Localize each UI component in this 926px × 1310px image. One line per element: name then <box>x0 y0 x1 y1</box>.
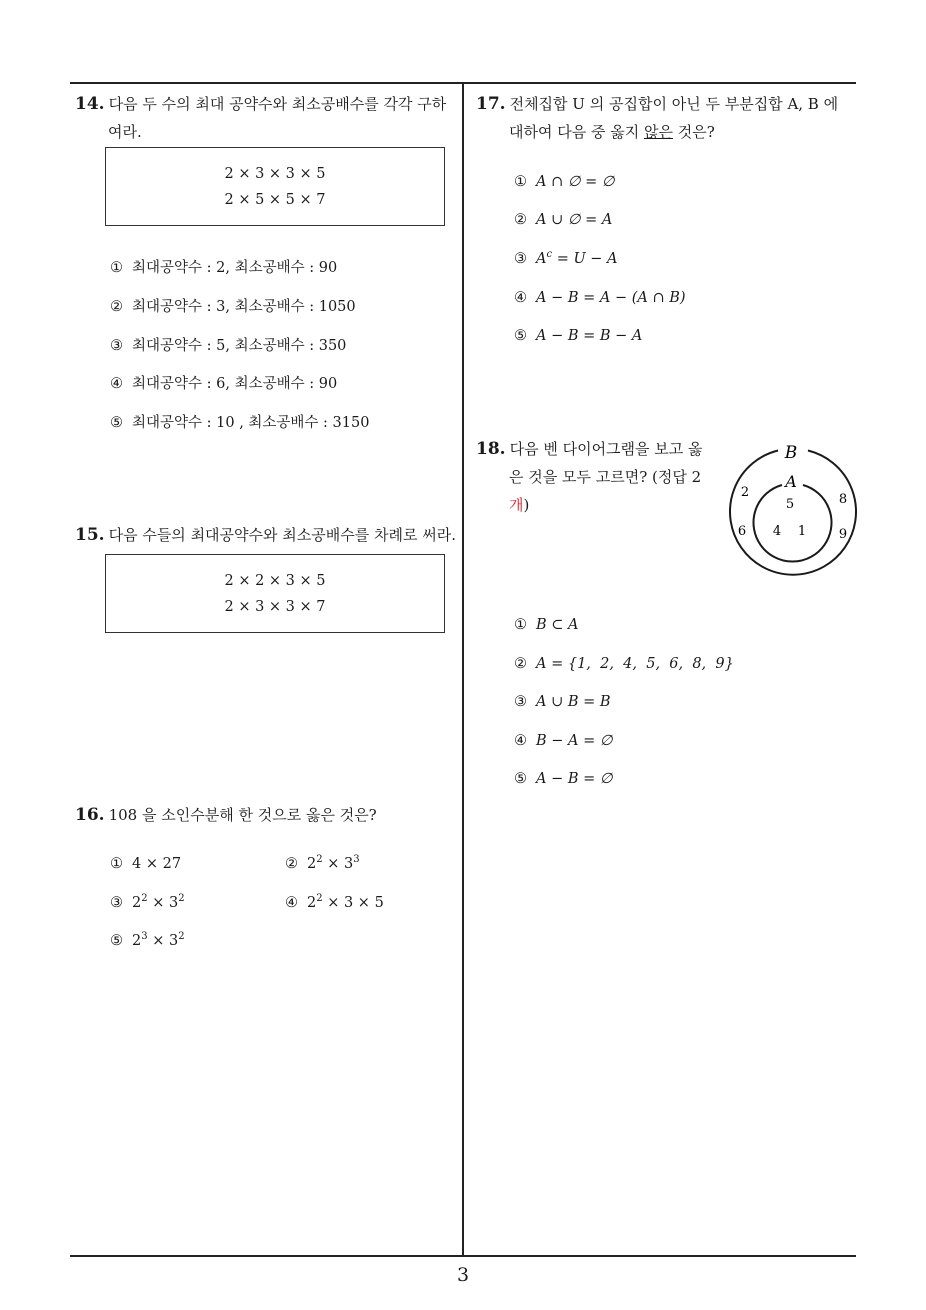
option-4[interactable] <box>514 730 613 752</box>
option-text: 최대공약수 : 5, 최소공배수 : 350 <box>132 338 347 354</box>
option-1[interactable] <box>514 614 579 636</box>
venn-number: 4 <box>772 524 782 539</box>
option-mark: ④ <box>110 376 123 392</box>
option-2[interactable] <box>285 853 360 875</box>
option-exponent: 2 <box>316 893 323 904</box>
question-17 <box>476 90 861 146</box>
option-exponent: c <box>546 249 553 260</box>
option-3[interactable] <box>110 335 346 357</box>
venn-number: 2 <box>740 485 750 500</box>
option-text: A − B = A − (A ∩ B) <box>536 290 686 306</box>
option-mark: ① <box>514 174 527 190</box>
option-1[interactable] <box>514 171 614 193</box>
question-16 <box>75 801 460 829</box>
column-divider <box>462 82 464 1257</box>
expression-box <box>105 554 445 633</box>
option-text: 4 × 27 <box>132 856 182 872</box>
venn-number: 8 <box>838 492 848 507</box>
venn-diagram <box>723 443 863 583</box>
option-base: 2 <box>132 933 142 949</box>
question-number: 14. <box>75 94 105 114</box>
option-mark: ② <box>110 299 123 315</box>
option-mark: ⑤ <box>110 415 123 431</box>
option-exponent: 2 <box>141 893 148 904</box>
venn-number: 1 <box>797 524 807 539</box>
question-15 <box>75 521 460 549</box>
option-mark: ① <box>514 617 527 633</box>
question-number: 17. <box>476 94 506 114</box>
option-5[interactable] <box>110 930 185 952</box>
option-text: A ∩ ∅ = ∅ <box>536 174 615 190</box>
option-base: 2 <box>132 895 142 911</box>
option-text: A ∪ ∅ = A <box>536 212 613 228</box>
option-mark: ⑤ <box>514 328 527 344</box>
set-b-label: B <box>784 443 798 463</box>
option-mark: ③ <box>110 338 123 354</box>
question-text: 108 을 소인수분해 한 것으로 옳은 것은? <box>108 806 377 824</box>
question-text-part: 것은? <box>672 123 715 141</box>
question-14 <box>75 90 460 146</box>
page-number: 3 <box>456 1264 470 1286</box>
question-text: 다음 벤 다이어그램을 보고 옳 <box>509 440 703 458</box>
option-3[interactable] <box>514 691 611 713</box>
highlighted-word: 개 <box>509 496 524 514</box>
option-2[interactable] <box>514 653 734 675</box>
question-text: 다음 수들의 최대공약수와 최소공배수를 차례로 써라. <box>108 526 456 544</box>
underlined-word: 않은 <box>644 123 673 141</box>
option-text: 최대공약수 : 2, 최소공배수 : 90 <box>132 260 338 276</box>
option-5[interactable] <box>514 768 613 790</box>
option-text: 최대공약수 : 3, 최소공배수 : 1050 <box>132 299 356 315</box>
option-mark: ② <box>514 212 527 228</box>
question-text-cont: 은 것을 모두 고르면? (정답 2 <box>509 468 702 486</box>
expression-line: 2 × 2 × 3 × 5 <box>224 572 326 589</box>
set-b-circle <box>730 451 856 575</box>
option-base: 3 <box>168 933 179 949</box>
venn-number: 6 <box>737 524 747 539</box>
question-text-part: ) <box>523 496 530 514</box>
expression-line: 2 × 3 × 3 × 5 <box>224 165 326 182</box>
option-mark: ② <box>285 856 298 872</box>
option-text: B ⊂ A <box>536 617 579 633</box>
option-exponent: 2 <box>316 854 323 865</box>
option-text: A ∪ B = B <box>536 694 611 710</box>
option-text: = U − A <box>552 251 618 267</box>
bottom-rule <box>70 1255 856 1257</box>
question-18 <box>476 435 716 519</box>
option-mark: ⑤ <box>110 933 123 949</box>
question-number: 15. <box>75 525 105 545</box>
option-2[interactable] <box>110 296 356 318</box>
option-5[interactable] <box>110 412 369 434</box>
option-operator: × <box>147 895 169 911</box>
question-text-cont <box>476 491 716 519</box>
option-mark: ① <box>110 856 123 872</box>
option-mark: ① <box>110 260 123 276</box>
option-mark: ③ <box>514 251 527 267</box>
question-text-part: 대하여 다음 중 옳지 <box>509 123 644 141</box>
option-text: 최대공약수 : 6, 최소공배수 : 90 <box>132 376 338 392</box>
option-1[interactable] <box>110 257 337 279</box>
venn-number: 5 <box>785 497 795 512</box>
venn-number: 9 <box>838 527 848 542</box>
option-operator: × <box>147 933 169 949</box>
question-text: 다음 두 수의 최대 공약수와 최소공배수를 각각 구하 <box>108 95 447 113</box>
option-4[interactable] <box>514 287 686 309</box>
question-text: 전체집합 U 의 공집합이 아닌 두 부분집합 A, B 에 <box>509 95 839 113</box>
question-number: 18. <box>476 439 506 459</box>
option-mark: ③ <box>110 895 123 911</box>
option-4[interactable] <box>110 373 337 395</box>
option-text: A = {1, 2, 4, 5, 6, 8, 9} <box>536 656 734 672</box>
expression-box <box>105 147 445 226</box>
option-operator: × 3 × 5 <box>322 895 384 911</box>
option-1[interactable] <box>110 853 181 875</box>
option-text: 최대공약수 : 10 , 최소공배수 : 3150 <box>132 415 370 431</box>
option-mark: ⑤ <box>514 771 527 787</box>
option-text: B − A = ∅ <box>536 733 613 749</box>
option-base: A <box>536 251 547 267</box>
option-3[interactable] <box>514 248 618 270</box>
option-exponent: 2 <box>178 931 185 942</box>
option-base: 3 <box>168 895 179 911</box>
option-base: 2 <box>307 856 317 872</box>
option-exponent: 3 <box>353 854 360 865</box>
option-3[interactable] <box>110 892 185 914</box>
option-mark: ④ <box>514 290 527 306</box>
option-mark: ② <box>514 656 527 672</box>
option-2[interactable] <box>514 209 612 231</box>
option-text: A − B = B − A <box>536 328 643 344</box>
option-4[interactable] <box>285 892 384 914</box>
option-exponent: 3 <box>141 931 148 942</box>
option-mark: ③ <box>514 694 527 710</box>
option-base: 2 <box>307 895 317 911</box>
option-text: A − B = ∅ <box>536 771 613 787</box>
option-exponent: 2 <box>178 893 185 904</box>
option-5[interactable] <box>514 325 642 347</box>
option-operator: × <box>322 856 344 872</box>
set-a-label: A <box>785 472 797 491</box>
question-text-cont <box>476 118 861 146</box>
question-number: 16. <box>75 805 105 825</box>
option-mark: ④ <box>514 733 527 749</box>
option-mark: ④ <box>285 895 298 911</box>
question-text-cont: 여라. <box>108 123 142 141</box>
option-base: 3 <box>343 856 354 872</box>
expression-line: 2 × 5 × 5 × 7 <box>224 191 326 208</box>
expression-line: 2 × 3 × 3 × 7 <box>224 598 326 615</box>
